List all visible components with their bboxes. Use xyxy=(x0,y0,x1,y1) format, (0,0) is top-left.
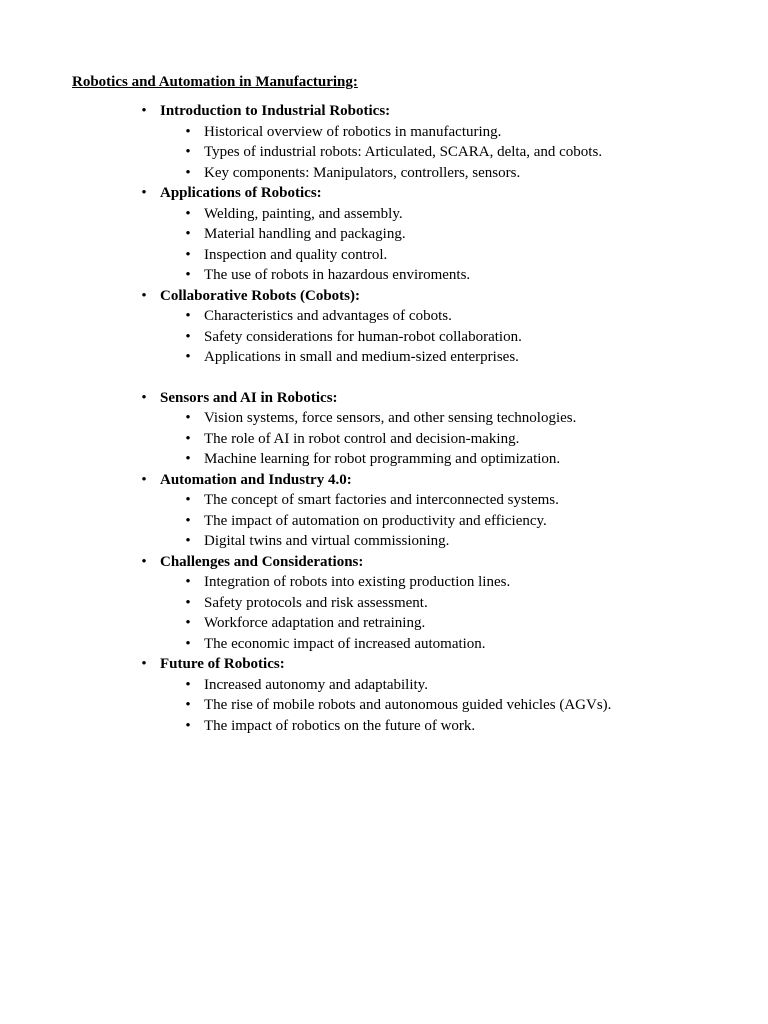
section-heading-text: Introduction to Industrial Robotics: xyxy=(160,103,391,119)
bullet-icon: • xyxy=(141,103,147,119)
section-heading xyxy=(0,470,768,491)
list-item-text: Applications in small and medium-sized enterprises. xyxy=(204,349,519,365)
bullet-icon: • xyxy=(185,492,191,508)
outline-section xyxy=(0,654,768,736)
bullet-icon: • xyxy=(185,533,191,549)
bullet-icon: • xyxy=(185,226,191,242)
bullet-icon: • xyxy=(185,123,191,140)
bullet-icon: • xyxy=(185,615,191,631)
bullet-icon: • xyxy=(185,410,191,426)
list-item xyxy=(0,204,768,225)
list-item xyxy=(0,327,768,348)
bullet-icon: • xyxy=(141,389,147,406)
bullet-icon: • xyxy=(185,267,191,283)
list-item xyxy=(0,511,768,532)
list-item xyxy=(0,716,768,737)
section-heading xyxy=(0,388,768,409)
section-heading xyxy=(0,286,768,307)
outline-section xyxy=(0,470,768,552)
document-title: Robotics and Automation in Manufacturing: xyxy=(72,74,358,90)
list-item xyxy=(0,695,768,716)
bullet-icon: • xyxy=(185,697,191,713)
list-item-text: Historical overview of robotics in manufacturing. xyxy=(204,123,502,140)
list-item xyxy=(0,675,768,696)
list-item-text: Integration of robots into existing production lines. xyxy=(204,574,511,590)
list-item-text: Welding, painting, and assembly. xyxy=(204,205,403,222)
bullet-icon: • xyxy=(185,512,191,529)
list-item xyxy=(0,306,768,327)
section-heading-text: Challenges and Considerations: xyxy=(160,553,364,570)
bullet-icon: • xyxy=(141,553,147,570)
section-heading-text: Future of Robotics: xyxy=(160,656,285,672)
list-item xyxy=(0,572,768,593)
list-item-text: The use of robots in hazardous enviroments. xyxy=(204,267,471,283)
outline-section xyxy=(0,101,768,183)
list-item-text: The concept of smart factories and interconnected systems. xyxy=(204,492,559,508)
bullet-icon: • xyxy=(185,164,191,181)
list-item xyxy=(0,634,768,655)
bullet-icon: • xyxy=(185,246,191,263)
section-heading xyxy=(0,183,768,204)
list-item-text: The rise of mobile robots and autonomous guided vehicles (AGVs). xyxy=(204,697,612,713)
section-heading xyxy=(0,654,768,675)
bullet-icon: • xyxy=(185,349,191,365)
list-item xyxy=(0,122,768,143)
outline-section xyxy=(0,183,768,286)
list-item xyxy=(0,490,768,511)
list-item-text: Workforce adaptation and retraining. xyxy=(204,615,426,631)
section-heading-text: Collaborative Robots (Cobots): xyxy=(160,287,360,304)
bullet-icon: • xyxy=(185,144,191,160)
outline-list xyxy=(0,101,768,736)
list-item-text: Material handling and packaging. xyxy=(204,226,406,242)
bullet-icon: • xyxy=(141,471,147,488)
bullet-icon: • xyxy=(141,656,147,672)
list-item-text: The impact of automation on productivity and efficiency. xyxy=(204,512,547,529)
list-item xyxy=(0,163,768,184)
bullet-icon: • xyxy=(185,451,191,467)
list-item-text: Safety considerations for human-robot collaboration. xyxy=(204,328,522,345)
list-item-text: Key components: Manipulators, controllers, sensors. xyxy=(204,164,521,181)
bullet-icon: • xyxy=(185,328,191,345)
list-item xyxy=(0,142,768,163)
list-item xyxy=(0,593,768,614)
section-heading-text: Sensors and AI in Robotics: xyxy=(160,389,338,406)
list-item xyxy=(0,224,768,245)
list-item-text: Vision systems, force sensors, and other sensing technologies. xyxy=(204,410,577,426)
outline-section xyxy=(0,552,768,655)
list-item-text: Types of industrial robots: Articulated, SCARA, delta, and cobots. xyxy=(204,144,603,160)
bullet-icon: • xyxy=(185,676,191,693)
list-item-text: Digital twins and virtual commissioning. xyxy=(204,533,450,549)
bullet-icon: • xyxy=(185,205,191,222)
bullet-icon: • xyxy=(141,287,147,304)
list-item-text: Increased autonomy and adaptability. xyxy=(204,676,428,693)
bullet-icon: • xyxy=(185,574,191,590)
list-item-text: The impact of robotics on the future of work. xyxy=(204,717,476,734)
list-item-text: The economic impact of increased automation. xyxy=(204,635,486,652)
section-heading xyxy=(0,101,768,122)
bullet-icon: • xyxy=(185,635,191,652)
list-item-text: Inspection and quality control. xyxy=(204,246,388,263)
list-item xyxy=(0,347,768,368)
list-item-text: The role of AI in robot control and decision-making. xyxy=(204,430,520,447)
outline-section xyxy=(0,286,768,368)
outline-section xyxy=(0,388,768,470)
list-item xyxy=(0,265,768,286)
list-item xyxy=(0,245,768,266)
section-heading-text: Automation and Industry 4.0: xyxy=(160,471,352,488)
bullet-icon: • xyxy=(185,594,191,611)
list-item xyxy=(0,408,768,429)
section-heading xyxy=(0,552,768,573)
bullet-icon: • xyxy=(185,430,191,447)
list-item xyxy=(0,613,768,634)
list-item-text: Safety protocols and risk assessment. xyxy=(204,594,428,611)
bullet-icon: • xyxy=(141,185,147,201)
list-item xyxy=(0,429,768,450)
list-item-text: Characteristics and advantages of cobots. xyxy=(204,308,452,324)
list-item-text: Machine learning for robot programming and optimization. xyxy=(204,451,561,467)
bullet-icon: • xyxy=(185,717,191,734)
list-item xyxy=(0,449,768,470)
bullet-icon: • xyxy=(185,308,191,324)
section-heading-text: Applications of Robotics: xyxy=(160,185,322,201)
list-item xyxy=(0,531,768,552)
